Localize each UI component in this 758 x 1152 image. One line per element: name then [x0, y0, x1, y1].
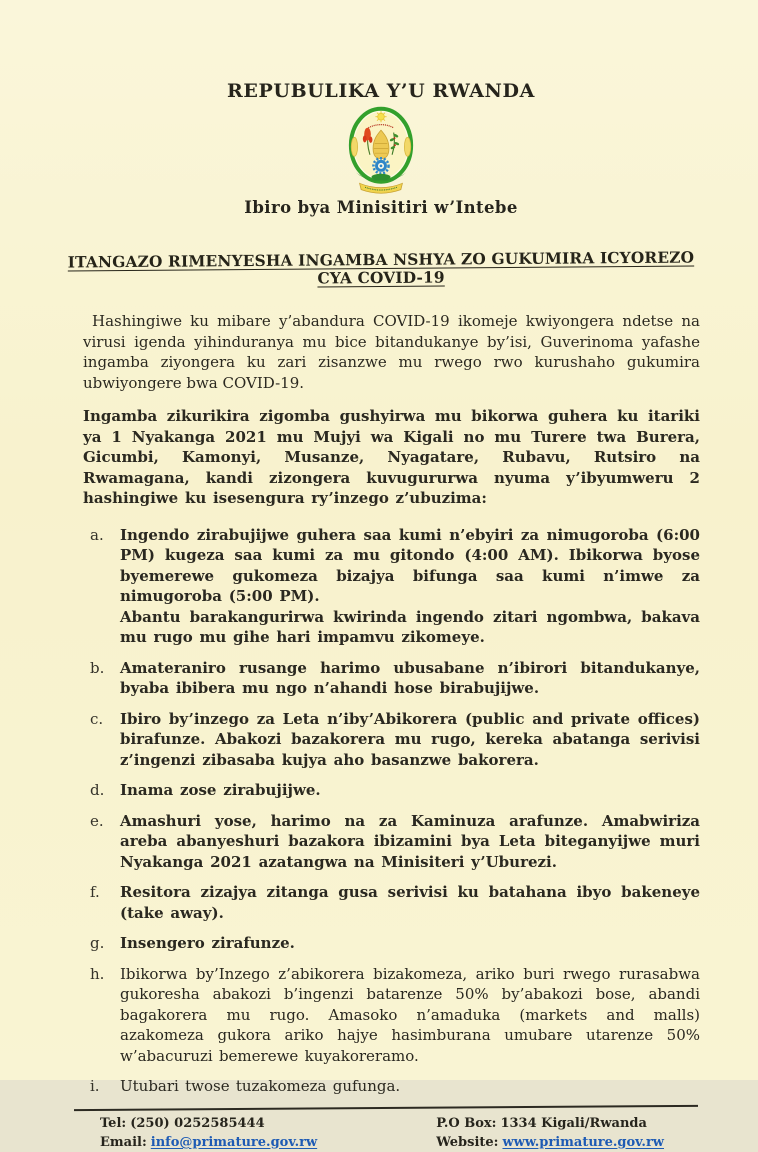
- measure-text: Amashuri yose, harimo na za Kaminuza arafunze. Amabwiriza areba abanyeshuri bazakora ibizamini bya Leta biteganyijwe muri Nyakanga 2021 azatangwa na Minisiteri y’Uburezi.: [120, 811, 700, 871]
- sun-icon: [375, 111, 386, 122]
- announcement-title: ITANGAZO RIMENYESHA INGAMBA NSHYA ZO GUKUMIRA ICYOREZO CYA COVID-19: [67, 248, 695, 288]
- website-label: Website:: [436, 1134, 499, 1150]
- measure-label: i.: [90, 1077, 100, 1095]
- measure-label: b.: [90, 658, 105, 677]
- measure-label: a.: [90, 525, 104, 544]
- measure-item-h: [90, 964, 700, 1067]
- measure-item-b: [90, 658, 700, 699]
- footer: [62, 1107, 700, 1152]
- pobox-value: 1334 Kigali/Rwanda: [500, 1115, 647, 1131]
- office-title: Ibiro bya Minisitiri w’Intebe: [244, 198, 518, 217]
- measure-item-c: [90, 709, 700, 771]
- measure-item-g: [90, 933, 700, 954]
- pobox-label: P.O Box:: [436, 1115, 497, 1131]
- email-link[interactable]: info@primature.gov.rw: [150, 1134, 318, 1150]
- measure-label: h.: [90, 964, 105, 983]
- measure-item-d: [90, 780, 700, 801]
- measure-text: Ingendo zirabujijwe guhera saa kumi n’ebyiri za nimugoroba (6:00 PM) kugeza saa kumi za mu gitondo (4:00 AM). Ibikorwa byose byemerewe gukomeza bizajya bifunga saa kumi n’imwe za nimugoroba (5:00 PM).: [120, 525, 700, 605]
- measure-label: c.: [90, 709, 104, 728]
- website-link[interactable]: www.primature.gov.rw: [502, 1134, 664, 1150]
- rwanda-coat-of-arms-emblem: [335, 104, 427, 196]
- footer-contact-left: [100, 1114, 317, 1152]
- measure-text: Ibikorwa by’Inzego z’abikorera bizakomeza, ariko buri rwego rurasabwa gukoresha abakozi b’ingenzi batarenze 50% by’abakozi bose, abandi bagakorera mu rugo. Amasoko n’amaduka (markets and malls) azakomeza gukora ariko hajye hasimburana umubare utarenze 50% w’abacuruzi bemerewe kuyakoreramo.: [120, 964, 700, 1065]
- intro-paragraph: Hashingiwe ku mibare y’abandura COVID-19 ikomeje kwiyongera ndetse na virusi igenda yihinduranya mu bice bitandukanye by’isi, Guverinoma yafashe ingamba ziyongera ku zari zisanzwe mu rwego rwo kurushaho gukumira ubwiyongere bwa COVID-19.: [83, 312, 700, 392]
- measure-text: Utubari twose tuzakomeza gufunga.: [120, 1077, 401, 1095]
- measure-label: f.: [90, 883, 100, 901]
- footer-contact-right: [436, 1114, 664, 1152]
- measure-text: Inama zose zirabujijwe.: [120, 781, 321, 799]
- tel-label: Tel:: [100, 1115, 127, 1131]
- email-label: Email:: [100, 1134, 147, 1150]
- measure-label: e.: [90, 811, 104, 830]
- tel-value: (250) 0252585444: [130, 1115, 265, 1131]
- measure-item-e: [90, 811, 700, 873]
- measure-item-f: [90, 882, 700, 923]
- measure-text: Insengero zirafunze.: [120, 934, 295, 952]
- measure-text: Amateraniro rusange harimo ubusabane n’ibirori bitandukanye, byaba ibibera mu ngo n’ahandi hose birabujijwe.: [120, 658, 700, 697]
- measures-list: [62, 525, 700, 1107]
- measure-text: Resitora zizajya zitanga gusa serivisi ku batahana ibyo bakeneye (take away).: [120, 883, 700, 922]
- measure-item-a: [90, 525, 700, 648]
- emblem-container: [62, 104, 700, 196]
- measure-label: g.: [90, 934, 105, 952]
- measure-label: d.: [90, 781, 105, 799]
- letterhead: [62, 80, 700, 217]
- measure-text-2: Abantu barakangurirwa kwirinda ingendo zitari ngombwa, bakava mu rugo mu gihe hari impamvu zikomeye.: [120, 607, 700, 646]
- measure-text: Ibiro by’inzego za Leta n’iby’Abikorera (public and private offices) birafunze. Abakozi bazakorera mu rugo, kereka abatanga serivisi z’ingenzi zibasaba kujya aho basanzwe bakorera.: [120, 709, 700, 769]
- republic-title: REPUBULIKA Y’U RWANDA: [227, 80, 535, 102]
- measure-item-i: [90, 1076, 700, 1097]
- effective-date-paragraph: Ingamba zikurikira zigomba gushyirwa mu bikorwa guhera ku itariki ya 1 Nyakanga 2021 mu Mujyi wa Kigali no mu Turere twa Burera, Gicumbi, Kamonyi, Musanze, Nyagatare, Rubavu, Rutsiro na Rwamagana, kandi zizongera kuvugururwa nyuma y’ibyumweru 2 hashingiwe ku isesengura ry’inzego z’ubuzima:: [83, 407, 700, 507]
